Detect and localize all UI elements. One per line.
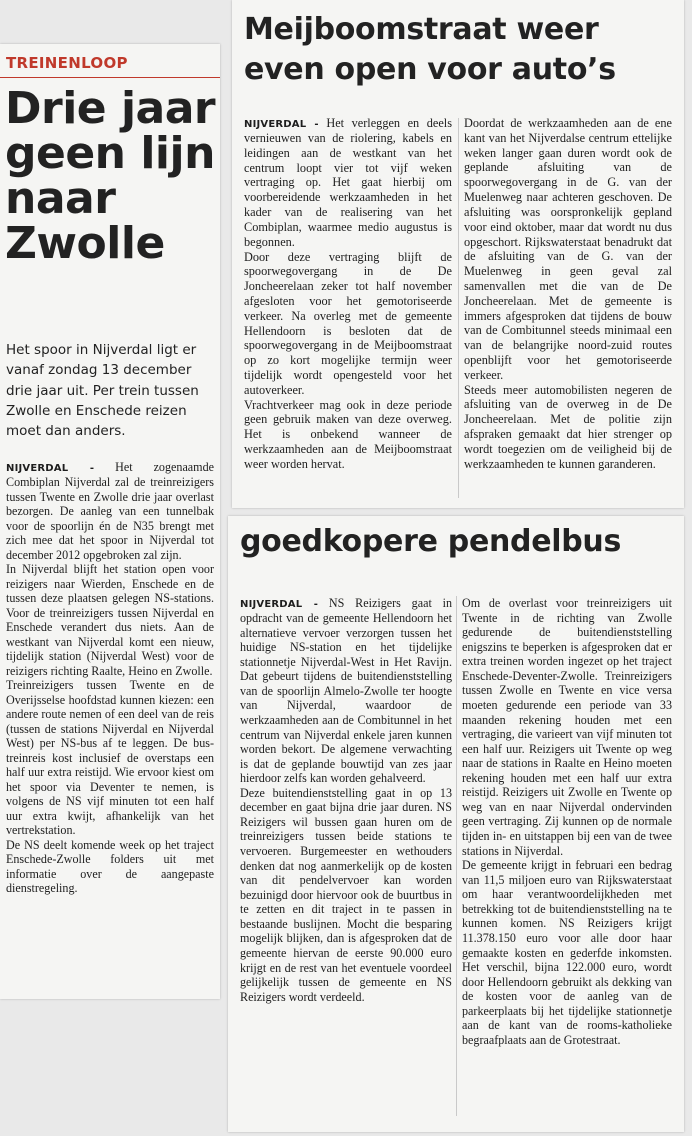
column-divider xyxy=(456,596,457,1116)
body-paragraph xyxy=(240,596,452,786)
headline-line: Drie jaar xyxy=(5,83,216,134)
dateline: NIJVERDAL - xyxy=(6,463,95,474)
headline-line: Zwolle xyxy=(5,218,165,269)
body-column-right xyxy=(464,116,672,472)
dateline: NIJVERDAL - xyxy=(240,599,319,610)
body-paragraph: Steeds meer automobilisten negeren de afsluiting van de overweg in de De Joncheerelaan. Met de politie zijn afspraken gemaakt dat hier strenger op wordt toegezien om de veiligheid bij de werkzaamheden te kunnen garanderen. xyxy=(464,382,672,471)
body-paragraph: De gemeente krijgt in februari een bedrag van 11,5 miljoen euro van Rijkswaterstaat om haar verantwoordelijkheden met betrekking tot de buitendienststelling na te kunnen komen. NS Reizigers krijgt 11.378.150 euro voor alle door haar gemaakte kosten en gederfde inkomsten. Het verschil, bijna 122.000 euro, wordt door Hellendoorn gebruikt als dekking van de kosten voor de aanleg van de parkeerplaats bij het tijdelijke stationnetje aan de kant van de rooms-katholieke begraafplaats aan de Grotestraat. xyxy=(462,858,672,1047)
body-paragraph: Door deze vertraging blijft de spoorwegovergang in de De Joncheerelaan zeker tot half november afgesloten voor het gemotoriseerde verkeer. Na overleg met de gemeente Hellendoorn is besloten dat de spoorwegovergang in de Meijboomstraat op zo kort mogelijke termijn weer tijdelijk wordt opengesteld voor het autoverkeer. xyxy=(244,249,452,397)
body-paragraph: Treinreizigers tussen Twente en de Overijsselse hoofdstad kunnen kiezen: een andere route nemen of een deel van de reis (tussen de stations Nijverdal en Nijverdal West) per NS-bus af te leggen. De bus-treinreis kost inclusief de overstaps een half uur extra reistijd. Wie ervoor kiest om het spoor via Deventer te nemen, is volgens de NS vijf minuten tot een half uur extra kwijt, afhankelijk van het vertrekstation. xyxy=(6,678,214,837)
headline xyxy=(244,10,616,90)
body-column-left xyxy=(240,596,452,1004)
body-paragraph: Vrachtverkeer mag ook in deze periode geen gebruik maken van deze overweg. Het is onbekend wanneer de werkzaamheden aan de Meijboomstraat weer worden hervat. xyxy=(244,397,452,471)
clipping-treinenloop xyxy=(0,44,220,999)
body-text: Het zogenaamde Combiplan Nijverdal zal de treinreizigers tussen Twente en Zwolle drie jaar overlast bezorgen. De aanleg van een tunnelbak voor de spoorlijn én de N35 brengt met zich mee dat het spoor in Nijverdal tot december 2012 opgebroken zal zijn. xyxy=(6,460,214,562)
body-paragraph xyxy=(244,116,452,250)
headline xyxy=(5,83,216,269)
clipping-pendelbus xyxy=(228,516,684,1132)
headline-line: even open voor auto’s xyxy=(244,52,616,87)
headline: goedkopere pendelbus xyxy=(240,524,622,559)
body-paragraph: Om de overlast voor treinreizigers uit Twente in de richting van Zwolle gedurende de buitendienststelling enigszins te beperken is afgesproken dat er extra treinen worden ingezet op het traject Enschede-Deventer-Zwolle. Treinreizigers tussen Zwolle en Twente en vice versa moeten gedurende een periode van 33 maanden rekening houden met een vertraging, die varieert van vijf minuten tot een half uur. Reizigers uit Twente op weg naar de stations in Raalte en Heino moeten rekening houden met een half uur extra reistijd. Reizigers uit Zwolle en Twente op weg van en naar Nijverdal ondervinden geen vertraging. Zij kunnen op de normale tijden in- en uitstappen bij een van de twee stations in Nijverdal. xyxy=(462,596,672,858)
headline-line: naar xyxy=(5,173,116,224)
column-divider xyxy=(458,118,459,498)
body-paragraph: Doordat de werkzaamheden aan de ene kant van het Nijverdalse centrum ettelijke weken langer gaan duren wordt ook de geplande afsluiting van de spoorwegovergang in de G. van der Muelenweg naar achteren geschoven. De afsluiting was oorspronkelijk gepland voor eind oktober, maar dat wordt nu dus opgeschort. Rijkswaterstaat benadrukt dat de afsluiting van de G. van der Muelenweg in geen geval zal samenvallen met die van de De Joncheerelaan. Met de gemeente is immers afgesproken dat tijdens de bouw van de Combitunnel steeds minimaal een van de belangrijke noord-zuid routes openblijft voor het gemotoriseerde verkeer. xyxy=(464,116,672,382)
clipping-meijboomstraat xyxy=(232,0,684,508)
dateline: NIJVERDAL - xyxy=(244,119,319,130)
body-paragraph: Deze buitendienststelling gaat in op 13 december en gaat bijna drie jaar duren. NS Reizigers wil bussen gaan huren om de treinreizigers tussen beide stations te vervoeren. Burgemeester en wethouders denken dat nog aanmerkelijk op de kosten van dit pendelvervoer kan worden bezuinigd door hiervoor ook de buurtbus in te zetten en dit traject in te passen in bestaande buslijnen. Mocht die besparing mogelijk blijken, dan is afgesproken dat de gemeente hiervan de eerste 90.000 euro krijgt en de rest van het eventuele voordeel gelijkelijk tussen de gemeente en NS Reizigers wordt verdeeld. xyxy=(240,785,452,1004)
body-paragraph: De NS deelt komende week op het traject Enschede-Zwolle folders uit met informatie over de aangepaste dienstregeling. xyxy=(6,837,214,895)
headline-line: Meijboomstraat weer xyxy=(244,12,599,47)
headline-line: geen lijn xyxy=(5,128,215,179)
body-column xyxy=(6,460,214,896)
body-paragraph: In Nijverdal blijft het station open voor reizigers naar Wierden, Enschede en de tussen deze plaatsen gelegen NS-stations. Voor de treinreizigers tussen Nijverdal en Enschede verandert dus niets. Aan de westkant van Nijverdal komt een nieuw, tijdelijk station (Nijverdal West) voor de reizigers richting Raalte, Heino en Zwolle. xyxy=(6,562,214,678)
body-text: NS Reizigers gaat in opdracht van de gemeente Hellendoorn het alternatieve vervoer verzorgen tussen het huidige NS-station en het tijdelijke stationnetje Nijverdal-West in Het Ravijn. Dat gebeurt tijdens de buitendienststelling van de spoorlijn Almelo-Zwolle ter hoogte van Nijverdal, waardoor de werkzaamheden aan de Combitunnel in het centrum van Nijverdal enkele jaren kunnen worden bekort. De algemene verwachting is dat de geplande bouwtijd van zes jaar hierdoor zelfs kan worden gehalveerd. xyxy=(240,596,453,786)
body-column-right xyxy=(462,596,672,1047)
intro-text: Het spoor in Nijverdal ligt er vanaf zondag 13 december drie jaar uit. Per trein tussen Zwolle en Enschede reizen moet dan anders. xyxy=(6,342,199,439)
kicker-rule xyxy=(0,77,220,78)
body-paragraph xyxy=(6,460,214,562)
body-column-left xyxy=(244,116,452,472)
body-text: Het verleggen en deels vernieuwen van de riolering, kabels en leidingen aan de westkant van het centrum loopt vier tot vijf weken vertraging op. Het gaat hierbij om voorbereidende werkzaamheden in het kader van de realisering van het Combiplan, waarmee medio augustus is begonnen. xyxy=(244,116,452,249)
kicker-label: TREINENLOOP xyxy=(6,54,128,72)
